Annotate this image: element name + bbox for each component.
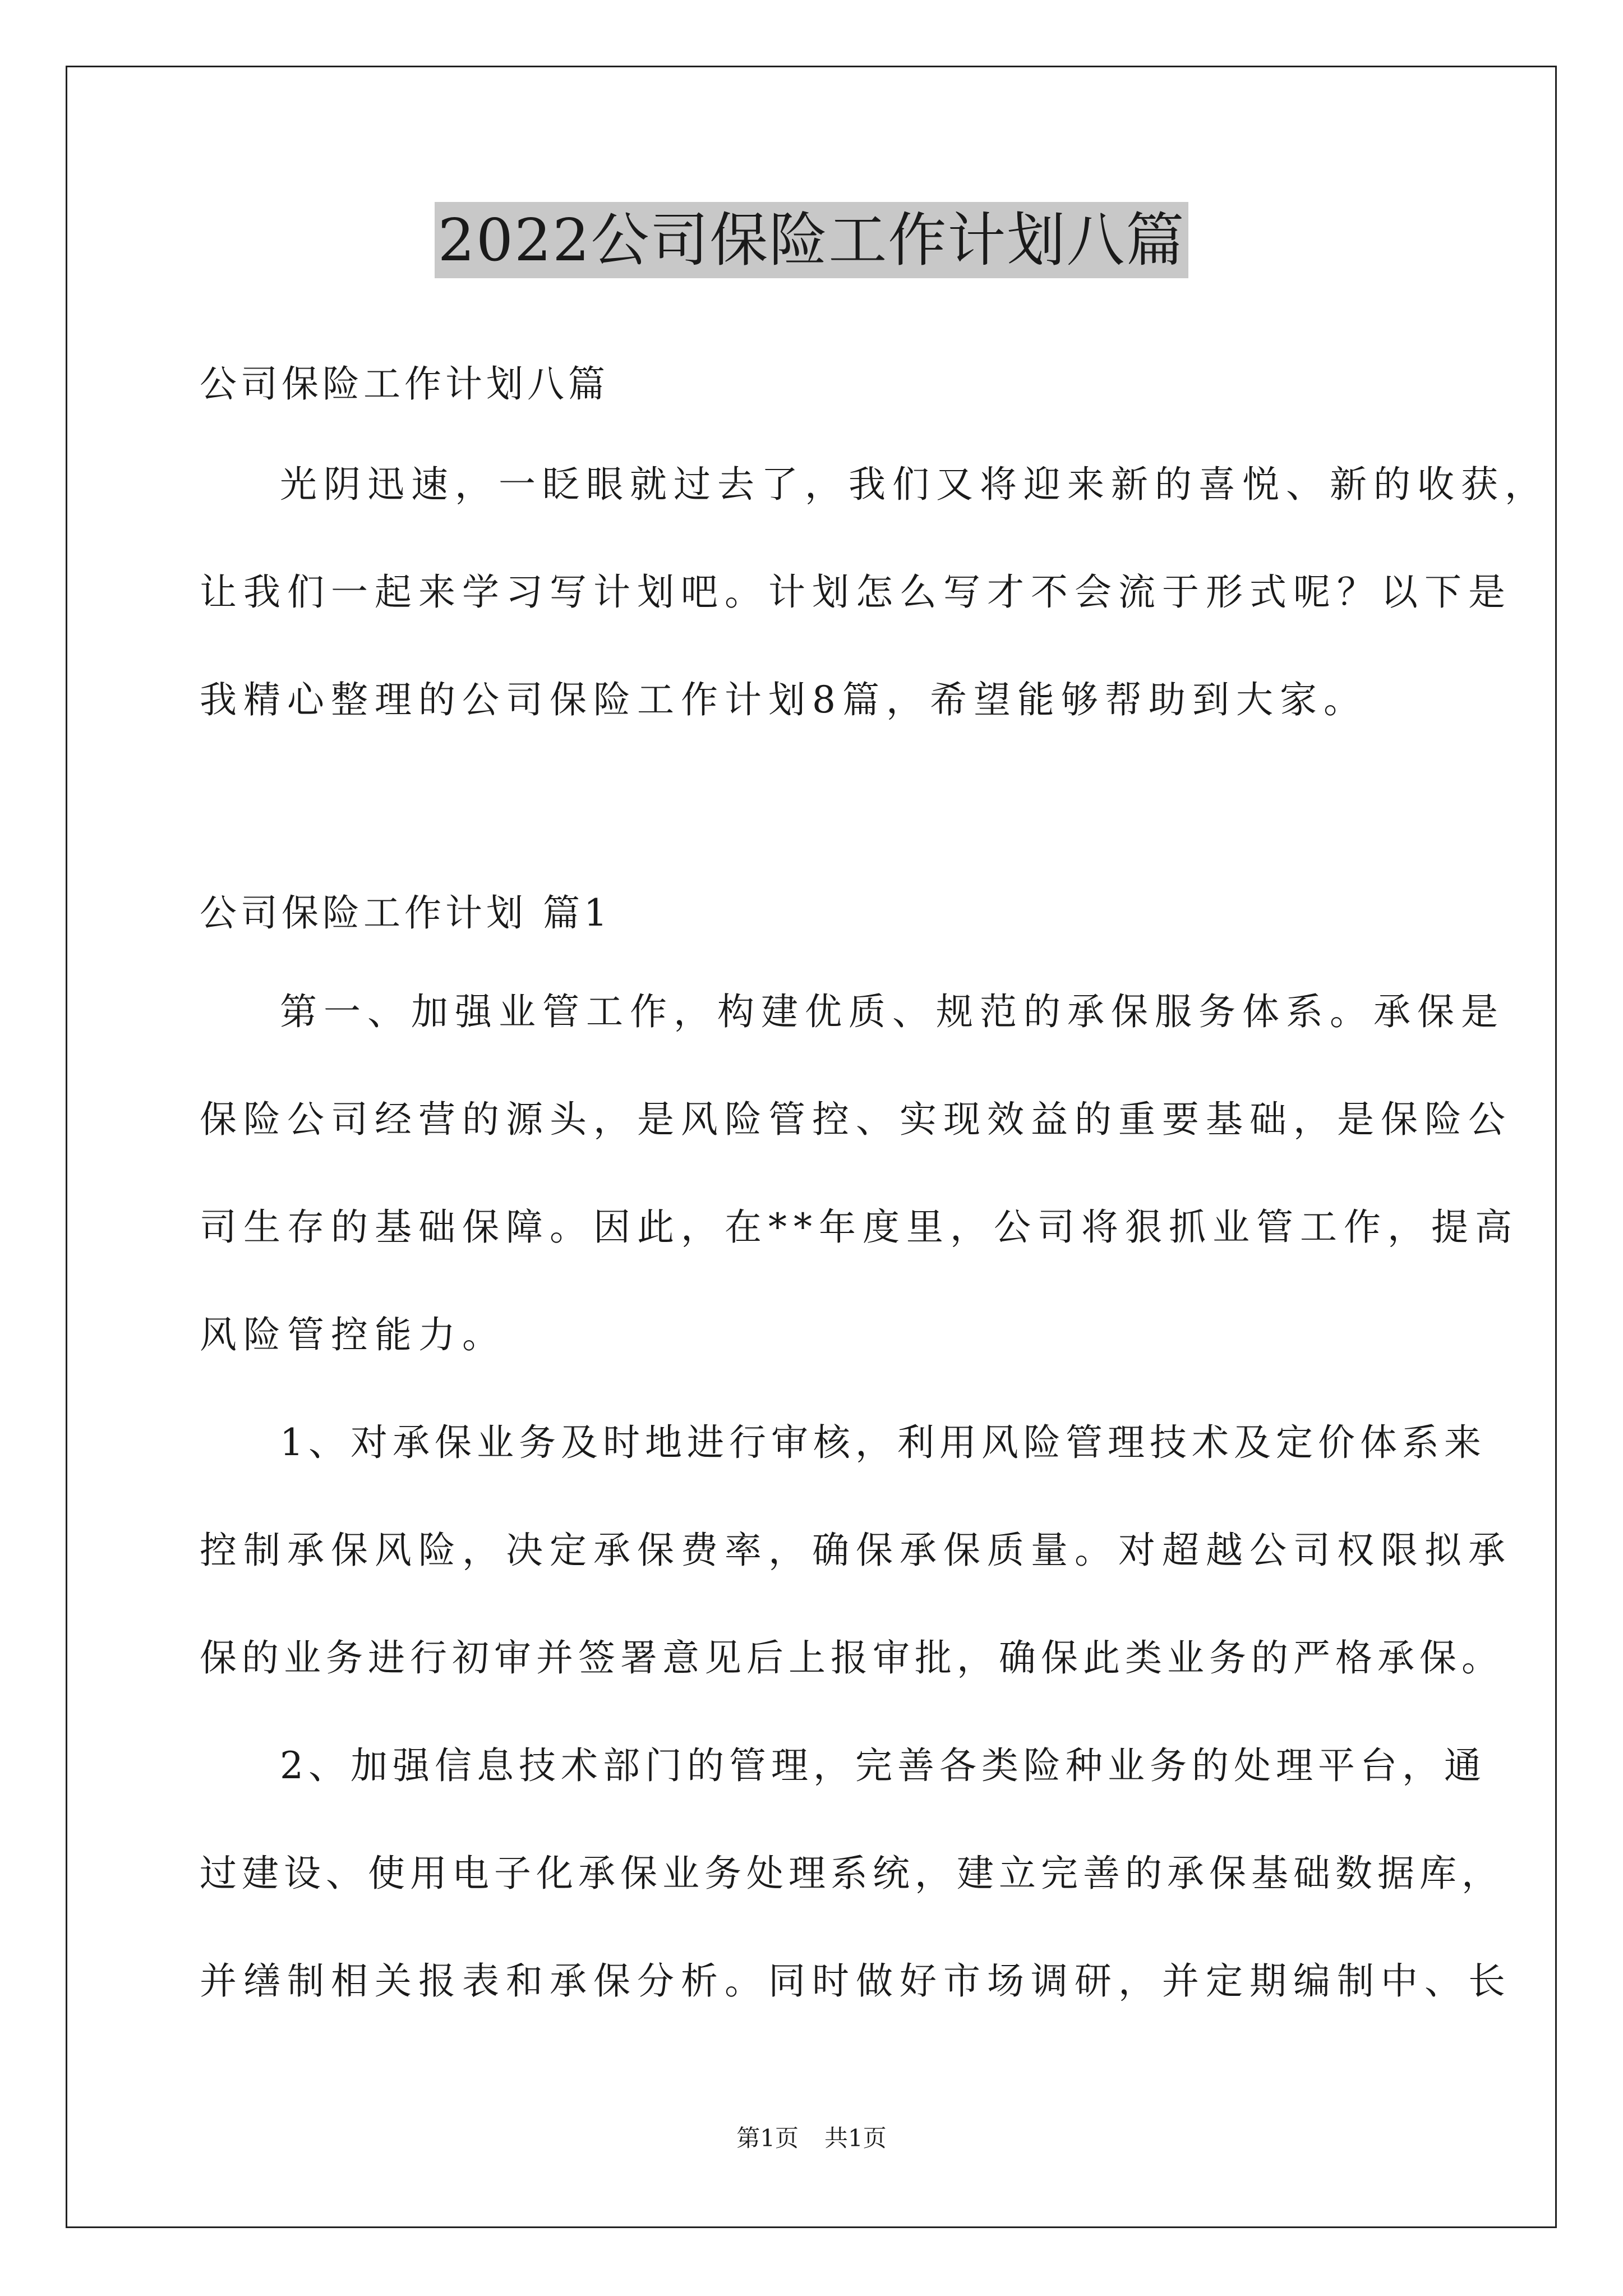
section-heading: 公司保险工作计划 篇1 (200, 891, 611, 935)
para3-line-2: 过建设、使用电子化承保业务处理系统，建立完善的承保基础数据库， (200, 1852, 1504, 1895)
para2-line-3: 保的业务进行初审并签署意见后上报审批，确保此类业务的严格承保。 (200, 1636, 1504, 1680)
page-footer (0, 2122, 1623, 2155)
para1-line-4: 风险管控能力。 (200, 1313, 506, 1356)
para2-line-2: 控制承保风险，决定承保费率，确保承保质量。对超越公司权限拟承 (200, 1529, 1512, 1572)
title-container (0, 202, 1623, 278)
para1-line-2: 保险公司经营的源头，是风险管控、实现效益的重要基础，是保险公 (200, 1098, 1512, 1141)
para1-line-1: 第一、加强业管工作，构建优质、规范的承保服务体系。承保是 (280, 990, 1505, 1033)
document-title: 2022公司保险工作计划八篇 (435, 202, 1189, 278)
intro-line-3: 我精心整理的公司保险工作计划8篇，希望能够帮助到大家。 (200, 678, 1367, 721)
para3-line-1: 2、加强信息技术部门的管理，完善各类险种业务的处理平台，通 (280, 1744, 1486, 1787)
page-number: 第1页 (736, 2124, 799, 2152)
intro-line-1: 光阴迅速，一眨眼就过去了，我们又将迎来新的喜悦、新的收获， (280, 463, 1548, 506)
page-total: 共1页 (824, 2124, 887, 2152)
para2-line-1: 1、对承保业务及时地进行审核，利用风险管理技术及定价体系来 (280, 1421, 1486, 1464)
para1-line-3: 司生存的基础保障。因此，在**年度里，公司将狠抓业管工作，提高 (200, 1205, 1519, 1249)
subtitle: 公司保险工作计划八篇 (200, 362, 609, 406)
para3-line-3: 并缮制相关报表和承保分析。同时做好市场调研，并定期编制中、长 (200, 1959, 1512, 2003)
intro-line-2: 让我们一起来学习写计划吧。计划怎么写才不会流于形式呢？以下是 (200, 570, 1512, 614)
